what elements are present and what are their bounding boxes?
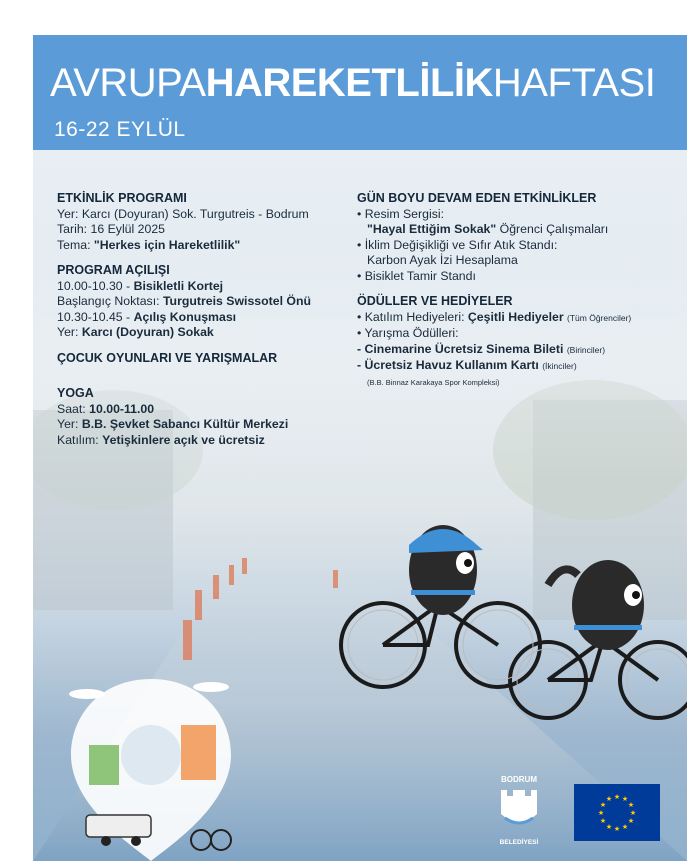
- svg-text:★: ★: [629, 809, 637, 817]
- program-theme: [57, 238, 367, 254]
- awards-heading: ÖDÜLLER VE HEDİYELER: [357, 294, 513, 308]
- svg-text:★: ★: [627, 817, 635, 825]
- program-heading: ETKİNLİK PROGRAMI: [57, 191, 187, 205]
- allday-item-1: • Resim Sergisi:: [357, 206, 444, 221]
- label: 10.00-10.30 -: [57, 278, 131, 293]
- yoga-heading: YOGA: [57, 386, 94, 400]
- bodrum-logo-bottom-text: BELEDİYESİ: [499, 839, 539, 846]
- cyclist-mascots-illustration: [333, 505, 687, 720]
- label: Yer:: [57, 206, 79, 221]
- opening-line-2: [57, 294, 367, 310]
- value: "Hayal Ettiğim Sokak": [367, 222, 497, 236]
- svg-text:★: ★: [621, 795, 629, 803]
- label: Saat:: [57, 401, 86, 416]
- title-part-haftasi: HAFTASI: [492, 61, 656, 105]
- svg-text:★: ★: [627, 801, 635, 809]
- cloud-icon: [191, 678, 231, 692]
- label: Yer:: [57, 325, 79, 339]
- value: - Cinemarine Ücretsiz Sinema Bileti: [357, 341, 564, 356]
- location-pin-illustration: [61, 675, 241, 861]
- label: Tema:: [57, 237, 91, 252]
- bodrum-municipality-logo: [491, 775, 547, 855]
- opening-line-4: [57, 325, 367, 341]
- event-title: [50, 63, 655, 103]
- title-part-avrupa: AVRUPA: [50, 61, 206, 105]
- cloud-icon: [67, 685, 107, 699]
- label: Katılım:: [57, 432, 99, 447]
- awards-item-4: [357, 358, 687, 375]
- left-info-column: [57, 191, 367, 448]
- castle-icon: [491, 784, 547, 834]
- label: 10.30-10.45 -: [57, 309, 131, 324]
- yoga-place: [57, 417, 367, 433]
- value: Öğrenci Çalışmaları: [499, 222, 609, 236]
- note: (İkinciler): [542, 361, 577, 371]
- opening-line-3: [57, 310, 367, 326]
- eu-flag: [574, 784, 660, 841]
- value: B.B. Şevket Sabancı Kültür Merkezi: [81, 417, 289, 431]
- label: • Katılım Hediyeleri:: [357, 309, 465, 324]
- opening-heading: PROGRAM AÇILIŞI: [57, 263, 170, 277]
- opening-line-1: [57, 279, 367, 295]
- allday-item-2: • İklim Değişikliği ve Sıfır Atık Standı:: [357, 237, 558, 252]
- svg-text:★: ★: [599, 801, 607, 809]
- svg-text:★: ★: [599, 817, 607, 825]
- awards-item-2: • Yarışma Ödülleri:: [357, 326, 459, 340]
- awards-item-3: [357, 342, 687, 359]
- title-part-hareketlilik: HAREKETLİLİK: [205, 61, 493, 105]
- allday-heading: GÜN BOYU DEVAM EDEN ETKİNLİKLER: [357, 191, 597, 205]
- label: Başlangıç Noktası:: [57, 294, 160, 308]
- value: - Ücretsiz Havuz Kullanım Kartı: [357, 358, 539, 372]
- note: (Tüm Öğrenciler): [567, 312, 632, 323]
- allday-item-1b: [357, 222, 687, 238]
- eu-stars-icon: [574, 784, 660, 841]
- value: Turgutreis Swissotel Önü: [162, 294, 311, 308]
- svg-text:★: ★: [613, 793, 621, 801]
- svg-text:★: ★: [605, 823, 613, 831]
- event-dates: 16-22 EYLÜL: [54, 118, 186, 141]
- value: "Herkes için Hareketlilik": [93, 237, 241, 252]
- value: Bisikletli Kortej: [133, 278, 224, 293]
- program-date: [57, 222, 367, 238]
- value: Açılış Konuşması: [133, 309, 237, 324]
- value: Karcı (Doyuran) Sokak: [81, 325, 214, 339]
- label: Tarih:: [57, 222, 88, 236]
- poster: [33, 35, 687, 861]
- awards-item-1: [357, 310, 687, 327]
- label: Yer:: [57, 417, 79, 431]
- value: Yetişkinlere açık ve ücretsiz: [102, 432, 265, 447]
- awards-item-5: (B.B. Binnaz Karakaya Spor Kompleksi): [367, 377, 500, 387]
- svg-text:★: ★: [621, 823, 629, 831]
- value: Çeşitli Hediyeler: [467, 309, 564, 324]
- bodrum-logo-top-text: BODRUM: [501, 775, 537, 784]
- value: 16 Eylül 2025: [90, 222, 166, 236]
- svg-text:★: ★: [605, 795, 613, 803]
- program-place: [57, 207, 367, 223]
- value: 10.00-11.00: [89, 401, 155, 416]
- right-info-column: [357, 191, 687, 390]
- games-heading: ÇOCUK OYUNLARI VE YARIŞMALAR: [57, 350, 278, 365]
- note: (Birinciler): [566, 344, 606, 355]
- yoga-time: [57, 402, 367, 418]
- value: Karcı (Doyuran) Sok. Turgutreis - Bodrum: [81, 206, 309, 221]
- allday-item-2b: Karbon Ayak İzi Hesaplama: [367, 253, 518, 267]
- svg-text:★: ★: [613, 825, 621, 833]
- svg-text:★: ★: [597, 809, 605, 817]
- yoga-join: [57, 433, 367, 449]
- allday-item-3: • Bisiklet Tamir Standı: [357, 268, 476, 283]
